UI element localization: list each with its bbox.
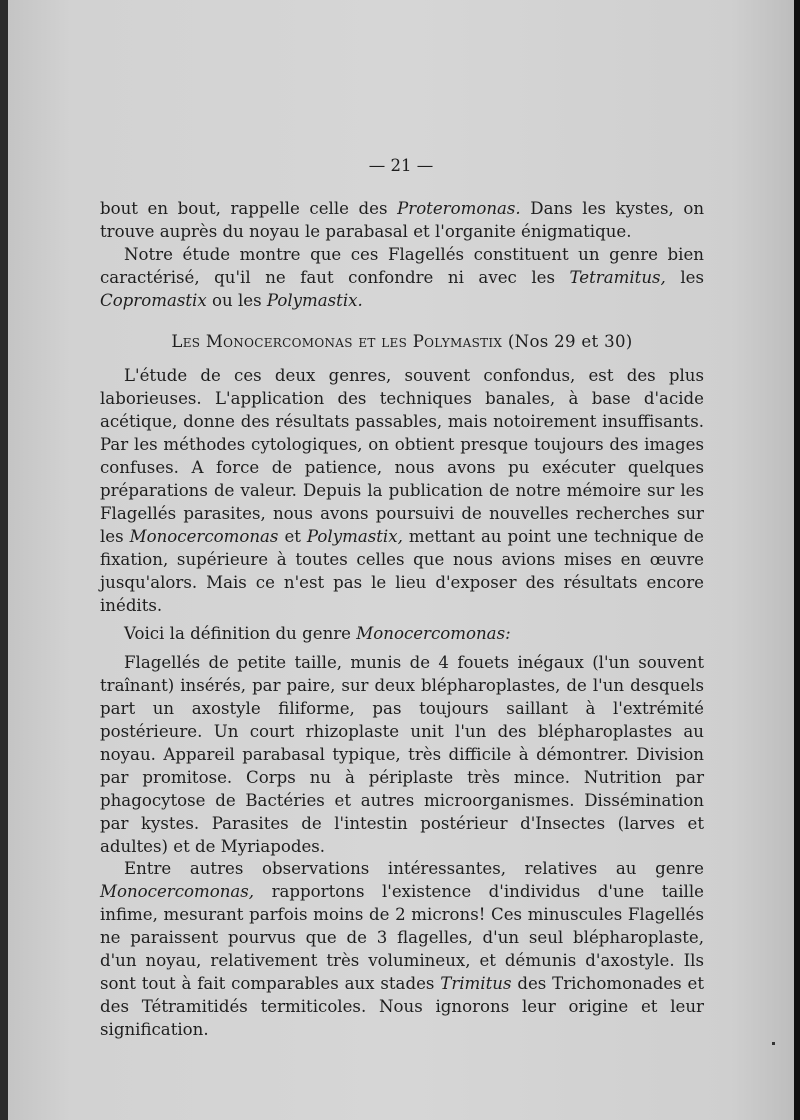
heading-numbers: (Nos 29 et 30) [507,331,633,351]
italic-taxon: Tetramitus, [569,267,666,287]
text-run: Voici la définition du genre [124,624,357,644]
margin-dot [772,1042,775,1045]
section-heading [100,331,704,354]
text-run: et [278,526,307,546]
italic-taxon: Trimitus [440,974,512,993]
italic-taxon: Monocercomonas: [356,624,511,644]
text-run: Notre étude montre que ces Flagellés constituent un genre bien caractérisé, qu'il ne faut confondre ni avec les [100,244,704,287]
body-text [100,198,704,1042]
heading-label: Les Monocercomonas et les Polymastix [171,331,503,351]
scan-edge [794,0,800,1120]
text-run: mettant au point une technique de fixation, supérieure à toutes celles que nous avions mises en œuvre jusqu'alors. Mais ce n'est pas le lieu d'exposer des résultats encore inédits. [100,526,704,615]
text-run: Flagellés de petite taille, munis de 4 fouets inégaux (l'un souvent traînant) insérés, par paire, sur deux blépharoplastes, de l'un desquels part un axostyle filiforme, pas toujours saillant à l'extrémité postérieure. Un court rhizoplaste unit l'un des blépharoplastes au noyau. Appareil parabasal typique, très difficile à démontrer. Division par promitose. Corps nu à périplaste très mince. Nutrition par phagocytose de Bactéries et autres microorganismes. Dissémination par kystes. Parasites de l'intestin postérieur d'Insectes (larves et adultes) et de Myriapodes. [100,653,704,856]
text-run: les [665,267,704,287]
page-sheet [8,0,794,1120]
paragraph [100,244,704,313]
italic-taxon: Polymastix. [266,290,363,310]
italic-taxon: Copromastix [100,290,207,310]
text-run: ou les [206,290,267,310]
paragraph [100,858,704,1041]
paragraph [100,623,704,646]
text-run: des Trichomonades et des Tétramitidés termiticoles. Nous ignorons leur origine et leur signification. [100,974,704,1039]
italic-taxon: Polymastix, [306,526,403,546]
text-run: bout en bout, rappelle celle des [100,199,398,218]
italic-taxon: Proteromonas. [397,199,521,218]
paragraph [100,365,704,617]
genus-definition [100,652,704,858]
text-run: rapportons l'existence d'individus d'une taille infime, mesurant parfois moins de 2 microns! Ces minuscules Flagellés ne paraissent pourvus que de 3 flagelles, d'un seul blépharoplaste, d'un noyau, relativement très volumineux, et démunis d'axostyle. Ils sont tout à fait comparables aux stades [100,882,704,993]
italic-taxon: Monocercomonas, [100,882,255,902]
text-run: Entre autres observations intéressantes, relatives au genre [124,859,704,879]
text-run: Dans les kystes, on trouve auprès du noyau le parabasal et l'organite énigmatique. [100,199,705,241]
page-number: — 21 — [368,156,434,175]
text-run: L'étude de ces deux genres, souvent confondus, est des plus laborieuses. L'application des techniques banales, à base d'acide acétique, donne des résultats passables, mais notoirement insuffisants. Par les méthodes cytologiques, on obtient presque toujours des images confuses. A force de patience, nous avons pu exécuter quelques préparations de valeur. Depuis la publication de notre mémoire sur les Flagellés parasites, nous avons poursuivi de nouvelles recherches sur les [100,366,704,546]
paragraph-continuation [100,198,704,244]
italic-taxon: Monocercomonas [129,526,279,546]
